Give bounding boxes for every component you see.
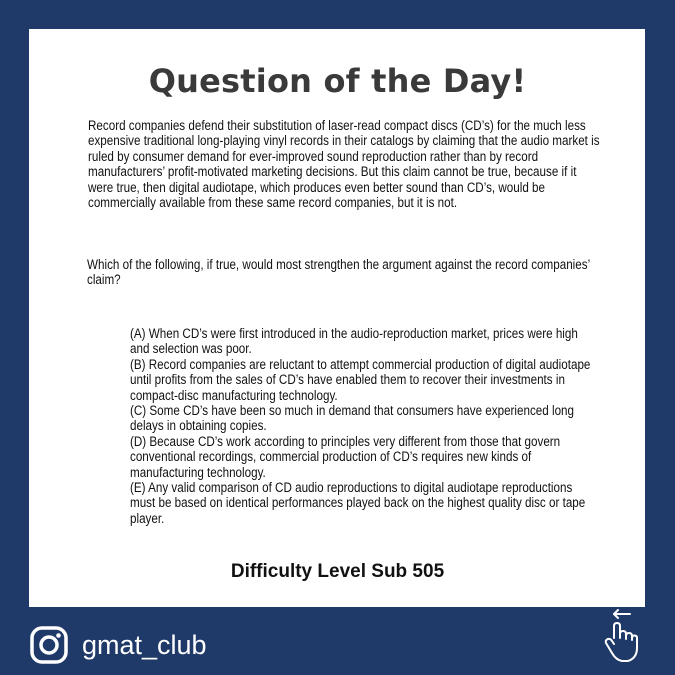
- question-passage: Record companies defend their substitution of laser-read compact discs (CD’s) for the much less expensive traditional long-playing vinyl records in their catalogs by claiming that the audio market is ruled by consumer demand for ever-improved sound reproduction rather than by record manufacturers’ profit-motivated marketing decisions. But this claim cannot be true, because if it were true, then digital audiotape, which produces even better sound than CD’s, would be commercially available from these same record companies, but it is not.: [88, 118, 600, 211]
- page-title: Question of the Day!: [148, 62, 527, 100]
- option-d: (D) Because CD’s work according to principles very different from those that govern conventional recordings, commercial production of CD’s requires new kinds of manufacturing technology.: [130, 433, 561, 480]
- swipe-hand-icon: [600, 608, 646, 664]
- difficulty-level: Difficulty Level Sub 505: [230, 561, 445, 582]
- option-c: (C) Some CD’s have been so much in demand that consumers have experienced long delays in obtaining copies.: [130, 403, 575, 434]
- option-a: (A) When CD’s were first introduced in the audio-reproduction market, prices were high and selection was poor.: [130, 326, 578, 357]
- question-stem: Which of the following, if true, would most strengthen the argument against the record companies’ claim?: [87, 257, 590, 288]
- option-e: (E) Any valid comparison of CD audio reproductions to digital audiotape reproductions must be based on identical performances played back on the highest quality disc or tape player.: [130, 480, 586, 526]
- option-b: (B) Record companies are reluctant to attempt commercial production of digital audiotape until profits from the sales of CD’s have enabled them to recover their investments in compact-disc manufacturing technology.: [130, 356, 591, 403]
- instagram-handle[interactable]: gmat_club: [82, 629, 207, 660]
- footer-brand[interactable]: [30, 624, 207, 666]
- instagram-icon: [30, 626, 68, 664]
- answer-options: [130, 326, 594, 526]
